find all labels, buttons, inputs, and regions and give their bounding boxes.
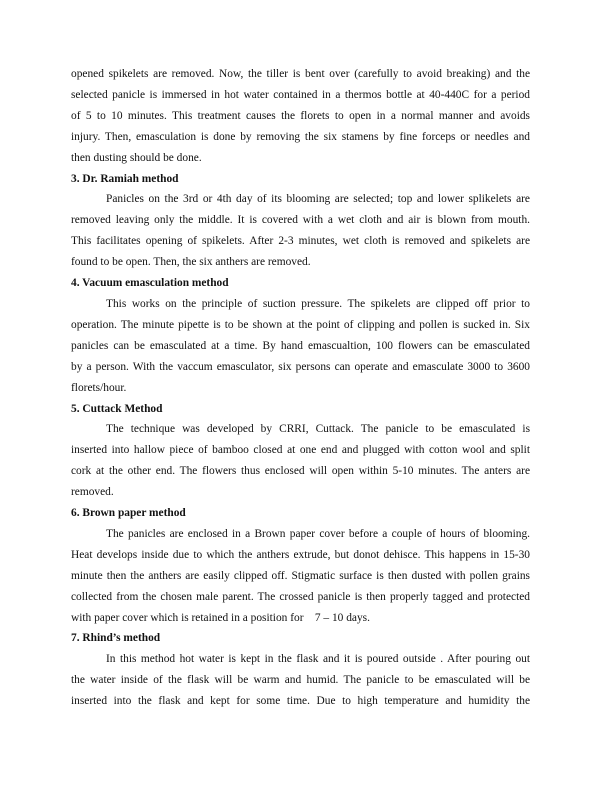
text-line: removed.	[71, 486, 114, 499]
text-line: inserted into the flask and kept for some time. Due to high temperature and humidity the	[71, 695, 530, 708]
text-line: the water inside of the flask will be warm and humid. The panicle to be emasculated will be	[71, 674, 530, 687]
section-heading-vacuum-method: 4. Vacuum emasculation method	[71, 277, 229, 290]
text-line: inserted into hallow piece of bamboo closed at one end and plugged with cotton wool and split	[71, 444, 530, 457]
text-line: panicles can be emasculated at a time. By hand emascualtion, 100 flowers can be emasculated	[71, 339, 530, 352]
text-line: operation. The minute pipette is to be shown at the point of clipping and pollen is sucked in. Six	[71, 318, 530, 331]
brown-paper-method-paragraph	[71, 524, 530, 629]
text-line: opened spikelets are removed. Now, the tiller is bent over (carefully to avoid breaking) and the	[71, 68, 530, 80]
section-heading-rhinds-method: 7. Rhind’s method	[71, 632, 161, 645]
text-line: florets/hour.	[71, 381, 127, 394]
document-page	[71, 64, 530, 712]
intro-paragraph	[71, 64, 530, 169]
text-line: removed leaving only the middle. It is covered with a wet cloth and air is blown from mouth.	[71, 214, 530, 227]
text-line: with paper cover which is retained in a position for 7 – 10 days.	[71, 611, 370, 624]
text-line: of 5 to 10 minutes. This treatment causes the florets to open in a normal manner and avoids	[71, 109, 530, 122]
text-line: minute then the anthers are easily clipped off. Stigmatic surface is then dusted with pollen grains	[71, 569, 530, 582]
text-line: injury. Then, emasculation is done by removing the six stamens by fine forceps or needles and	[71, 130, 530, 143]
text-line: Panicles on the 3rd or 4th day of its blooming are selected; top and lower splikelets are	[106, 193, 530, 206]
text-line: In this method hot water is kept in the flask and it is poured outside . After pouring out	[106, 653, 530, 666]
text-line: by a person. With the vaccum emasculator, six persons can operate and emasculate 3000 to 3600	[71, 360, 530, 373]
text-line: found to be open. Then, the six anthers are removed.	[71, 256, 311, 269]
text-line: then dusting should be done.	[71, 151, 202, 164]
vacuum-method-paragraph	[71, 294, 530, 399]
text-line: This facilitates opening of spikelets. After 2-3 minutes, wet cloth is removed and spikelets are	[71, 235, 530, 248]
text-line: cork at the other end. The flowers thus enclosed will open within 5-10 minutes. The anters are	[71, 465, 530, 478]
ramiah-method-paragraph	[71, 189, 530, 273]
rhinds-method-paragraph	[71, 649, 530, 712]
text-line: The panicles are enclosed in a Brown paper cover before a couple of hours of blooming.	[106, 527, 530, 540]
text-line: selected panicle is immersed in hot water contained in a thermos bottle at 40-440C for a period	[71, 88, 530, 101]
section-heading-cuttack-method: 5. Cuttack Method	[71, 402, 163, 415]
text-line: Heat develops inside due to which the anthers extrude, but donot dehisce. This happens in 15-30	[71, 548, 530, 561]
section-heading-brown-paper-method: 6. Brown paper method	[71, 507, 186, 520]
cuttack-method-paragraph	[71, 419, 530, 503]
section-heading-ramiah-method: 3. Dr. Ramiah method	[71, 172, 179, 185]
text-line: This works on the principle of suction pressure. The spikelets are clipped off prior to	[106, 297, 530, 310]
text-line: collected from the chosen male parent. The crossed panicle is then properly tagged and protected	[71, 590, 530, 603]
text-line: The technique was developed by CRRI, Cuttack. The panicle to be emasculated is	[106, 423, 530, 436]
